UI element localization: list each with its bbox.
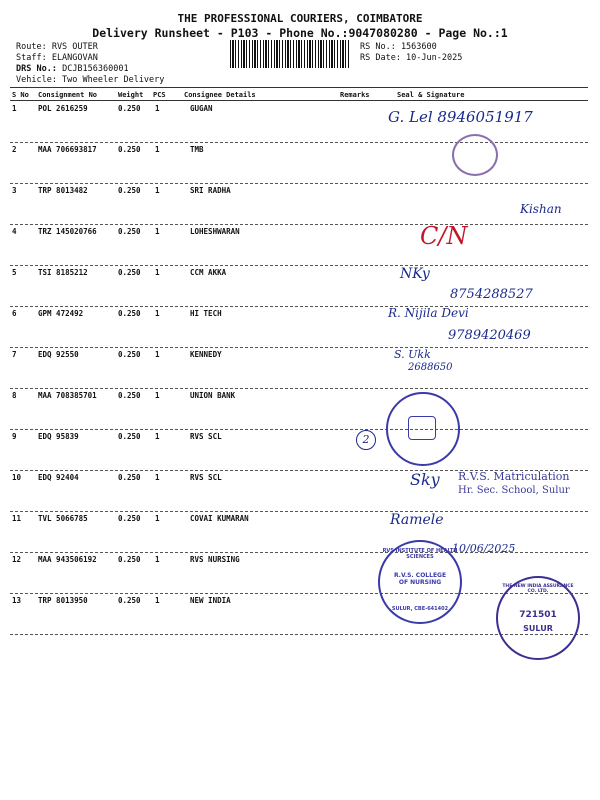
stamp-newindia-outer: THE NEW INDIA ASSURANCE CO. LTD.	[502, 584, 574, 594]
row-weight: 0.250	[118, 309, 141, 318]
stamp-text-row-10-line1: R.V.S. Matriculation	[458, 470, 570, 483]
row-consignee: COVAI KUMARAN	[190, 514, 249, 523]
company-title: THE PROFESSIONAL COURIERS, COIMBATORE	[177, 12, 423, 25]
row-sno: 10	[12, 473, 22, 482]
row-sno: 3	[12, 186, 17, 195]
staff-label: Staff: ELANGOVAN	[16, 53, 98, 63]
stamp-new-india-assurance	[496, 576, 580, 660]
row-weight: 0.250	[118, 514, 141, 523]
row-pcs: 1	[155, 596, 160, 605]
signature-row-6-phone: 9789420469	[448, 328, 531, 343]
row-divider	[10, 142, 588, 143]
col-sno: S No	[12, 91, 29, 99]
row-weight: 0.250	[118, 227, 141, 236]
row-sno: 4	[12, 227, 17, 236]
signature-row-4: C/N	[420, 222, 468, 250]
row-weight: 0.250	[118, 104, 141, 113]
drs-label: DRS No.:	[16, 64, 57, 74]
table-row	[0, 432, 600, 473]
stamp-nursing-bottom: SULUR, CBE-641402	[391, 606, 449, 612]
row-consignment-no: TRP 8013950	[38, 596, 88, 605]
row-divider	[10, 511, 588, 512]
row-consignee: SRI RADHA	[190, 186, 231, 195]
row-pcs: 1	[155, 227, 160, 236]
row-sno: 13	[12, 596, 22, 605]
row-consignee: KENNEDY	[190, 350, 222, 359]
row-pcs: 1	[155, 104, 160, 113]
row-pcs: 1	[155, 514, 160, 523]
header-rule-bottom	[10, 100, 588, 101]
vehicle-label: Vehicle: Two Wheeler Delivery	[16, 75, 165, 85]
stamp-text-row-10-line2: Hr. Sec. School, Sulur	[458, 485, 570, 496]
table-row	[0, 227, 600, 268]
table-row	[0, 350, 600, 391]
row-consignee: NEW INDIA	[190, 596, 231, 605]
row-divider	[10, 224, 588, 225]
barcode	[230, 40, 350, 68]
row-sno: 6	[12, 309, 17, 318]
table-row	[0, 186, 600, 227]
circled-number-row-9: 2	[356, 430, 376, 450]
rs-date: RS Date: 10-Jun-2025	[360, 53, 463, 63]
signature-row-3: Kishan	[520, 202, 562, 216]
row-weight: 0.250	[118, 555, 141, 564]
row-consignee: GUGAN	[190, 104, 213, 113]
stamp-nursing-inner: R.V.S. COLLEGE OF NURSING	[393, 572, 447, 586]
signature-row-6-name: R. Nijila Devi	[388, 306, 469, 320]
stamp-newindia-city: SULUR	[523, 624, 553, 633]
row-consignment-no: MAA 943506192	[38, 555, 97, 564]
stamp-round-row-8	[386, 392, 460, 466]
row-consignment-no: GPM 472492	[38, 309, 84, 318]
row-pcs: 1	[155, 391, 160, 400]
row-weight: 0.250	[118, 145, 141, 154]
row-sno: 8	[12, 391, 17, 400]
row-sno: 1	[12, 104, 17, 113]
table-row	[0, 391, 600, 432]
row-sno: 9	[12, 432, 17, 441]
col-remarks: Remarks	[340, 91, 370, 99]
row-weight: 0.250	[118, 596, 141, 605]
row-sno: 2	[12, 145, 17, 154]
row-consignment-no: EDQ 92550	[38, 350, 79, 359]
row-weight: 0.250	[118, 186, 141, 195]
row-weight: 0.250	[118, 350, 141, 359]
row-sno: 7	[12, 350, 17, 359]
col-pcs: PCS	[153, 91, 166, 99]
row-consignee: HI TECH	[190, 309, 222, 318]
row-consignment-no: MAA 706693817	[38, 145, 97, 154]
signature-row-11-scribble: Ramele	[390, 512, 444, 528]
signature-row-7-number: 2688650	[408, 362, 453, 373]
row-pcs: 1	[155, 555, 160, 564]
runsheet-heading: Delivery Runsheet - P103 - Phone No.:9047080280 - Page No.:1	[92, 26, 508, 40]
rs-number: RS No.: 1563600	[360, 42, 437, 52]
stamp-newindia-code: 721501	[519, 610, 557, 620]
row-consignee: RVS NURSING	[190, 555, 240, 564]
row-pcs: 1	[155, 350, 160, 359]
row-divider	[10, 388, 588, 389]
row-consignment-no: MAA 708385701	[38, 391, 97, 400]
row-weight: 0.250	[118, 391, 141, 400]
stamp-emblem-icon	[408, 416, 436, 440]
row-sno: 5	[12, 268, 17, 277]
col-consignment: Consignment No	[38, 91, 98, 99]
signature-row-1: G. Lel 8946051917	[388, 108, 533, 126]
row-divider	[10, 429, 588, 430]
row-weight: 0.250	[118, 268, 141, 277]
stamp-small-row-2	[452, 134, 498, 176]
row-consignment-no: TRZ 145020766	[38, 227, 97, 236]
row-consignee: CCM AKKA	[190, 268, 227, 277]
signature-initial-row-5: NKy	[400, 266, 430, 282]
row-pcs: 1	[155, 473, 160, 482]
row-consignment-no: POL 2616259	[38, 104, 88, 113]
col-weight: Weight	[118, 91, 144, 99]
row-consignment-no: TSI 8185212	[38, 268, 88, 277]
row-consignee: RVS SCL	[190, 432, 222, 441]
col-seal-signature: Seal & Signature	[397, 91, 465, 99]
signature-row-10: Sky	[410, 470, 440, 489]
row-pcs: 1	[155, 432, 160, 441]
row-consignment-no: EDQ 92404	[38, 473, 79, 482]
row-consignment-no: TRP 8013482	[38, 186, 88, 195]
row-pcs: 1	[155, 268, 160, 277]
row-weight: 0.250	[118, 473, 141, 482]
row-divider	[10, 265, 588, 266]
row-pcs: 1	[155, 145, 160, 154]
row-pcs: 1	[155, 186, 160, 195]
drs-number	[16, 64, 129, 74]
row-consignee: TMB	[190, 145, 204, 154]
col-consignee: Consignee Details	[184, 91, 256, 99]
row-divider	[10, 306, 588, 307]
signature-row-11-date: 10/06/2025	[452, 542, 516, 555]
row-weight: 0.250	[118, 432, 141, 441]
row-consignee: LOHESHWARAN	[190, 227, 240, 236]
header-rule-top	[10, 87, 588, 88]
row-consignee: RVS SCL	[190, 473, 222, 482]
signature-row-7: S. Ukk	[394, 348, 431, 361]
row-sno: 11	[12, 514, 22, 523]
route-label: Route: RVS OUTER	[16, 42, 98, 52]
row-divider	[10, 183, 588, 184]
table-row	[0, 145, 600, 186]
row-sno: 12	[12, 555, 22, 564]
row-consignment-no: EDQ 95839	[38, 432, 79, 441]
row-pcs: 1	[155, 309, 160, 318]
stamp-nursing-college	[378, 540, 462, 624]
row-consignment-no: TVL 5066785	[38, 514, 88, 523]
stamp-nursing-outer: RVS INSTITUTE OF HEALTH SCIENCES	[382, 548, 458, 560]
signature-row-5: 8754288527	[450, 287, 533, 302]
row-divider	[10, 347, 588, 348]
drs-value: DCJB156360001	[62, 64, 129, 74]
row-consignee: UNION BANK	[190, 391, 236, 400]
